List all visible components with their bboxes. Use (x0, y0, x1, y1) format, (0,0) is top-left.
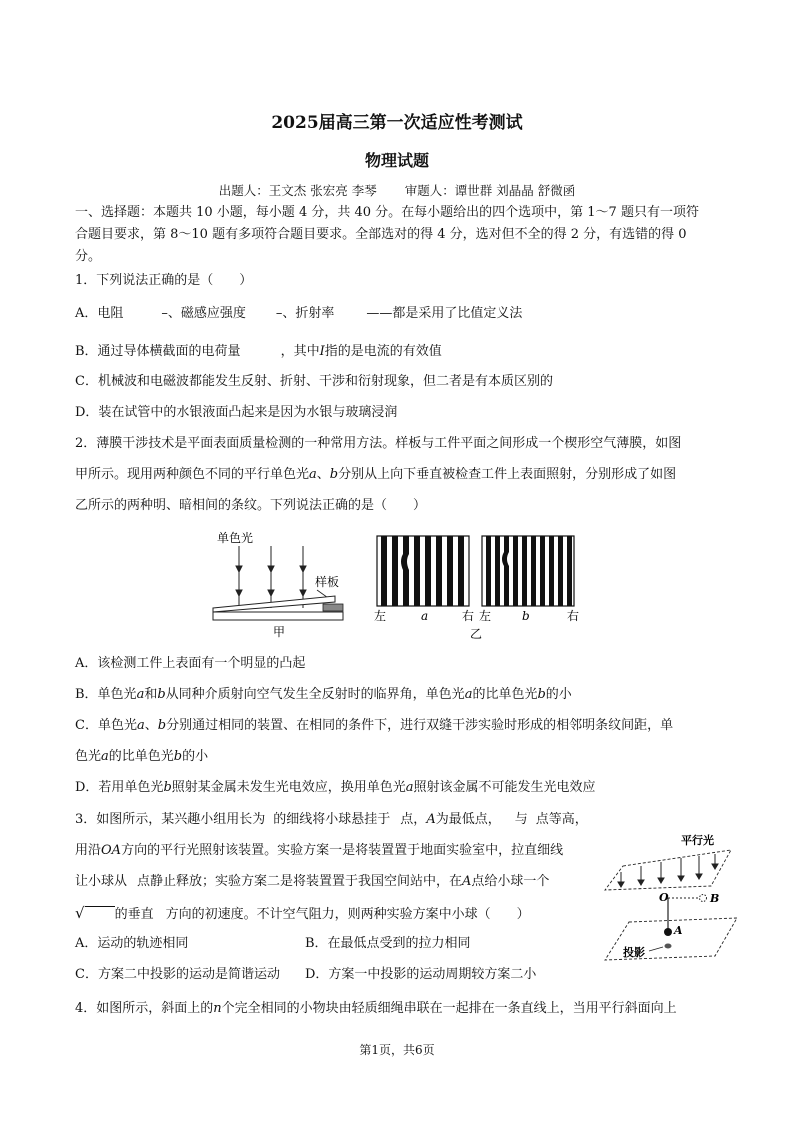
q2-d-v2: a (405, 780, 414, 795)
subject-title: 物理试题 (364, 151, 429, 170)
q3-option-a: A．运动的轨迹相同 (75, 936, 189, 951)
section-intro-line-1: 一、选择题：本题共 10 小题，每小题 4 分，共 40 分。在每小题给出的四个选项中，第 1～7 题只有一项符 (75, 205, 699, 220)
q2-option-b (75, 686, 572, 704)
q2-line-1: 2．薄膜干涉技术是平面表面质量检测的一种常用方法。样板与工件平面之间形成一个楔形空气薄膜，如图 (75, 436, 682, 451)
q2-line-3: 乙所示的两种明、暗相间的条纹。下列说法正确的是（ ） (75, 498, 427, 513)
q1-b-part1: B．通过导体横截面的电荷量 (75, 344, 241, 359)
q2-l2-p1: 甲所示。现用两种颜色不同的平行单色光 (75, 467, 310, 482)
q3-l2-v1: OA (101, 843, 122, 858)
q3-l1-p5: 与 (514, 812, 528, 827)
sample-plate (213, 596, 335, 612)
q3-l1-p3: 点， (400, 812, 427, 827)
q2-d-p3: 照射该金属不可能发生光电效应 (413, 780, 596, 795)
q1-option-a (75, 305, 522, 323)
q2-b-v4: b (537, 687, 546, 702)
q1-a-part1: A．电阻 (75, 306, 124, 321)
q3-l3-v1: A (462, 874, 472, 889)
q1-stem: 1．下列说法正确的是（ ） (75, 273, 253, 288)
q2-c2-p3: 的小 (182, 749, 209, 764)
q3-line-2 (75, 842, 563, 860)
q1-b-part3: 指的是电流的有效值 (324, 344, 442, 359)
ball-at-a (664, 928, 672, 936)
section-intro-line-2: 合题目要求，第 8～10 题有多项符合题目要求。全部选对的得 4 分，选对但不全的得 2 分，有选错的得 0 (75, 227, 687, 242)
q4-line-1 (75, 1000, 677, 1018)
q2-b-v3: a (464, 687, 473, 702)
shadow-label: 投影 (623, 946, 645, 959)
q2-d-v1: b (163, 780, 172, 795)
q2-c-v2: b (157, 718, 167, 733)
section-intro-line-3: 分。 (75, 249, 102, 264)
q2-option-d (75, 779, 596, 797)
q2-c-p3: 分别通过相同的装置、在相同的条件下，进行双缝干涉实验时形成的相邻明条纹间距，单 (166, 718, 674, 733)
q2-b-p2: 和 (144, 687, 158, 702)
q2-option-c-line-1 (75, 717, 673, 735)
q1-b-part2: ，其中 (280, 344, 320, 359)
q1-a-part3: –、折射率 (275, 306, 335, 321)
q3-figure (603, 828, 743, 968)
q2-c2-p2: 的比单色光 (108, 749, 174, 764)
q2-b-p1: B．单色光 (75, 687, 137, 702)
q2-d-p2: 照射某金属未发生光电效应，换用单色光 (171, 780, 406, 795)
q3-line-3 (75, 873, 549, 891)
fig-label-a: a (421, 609, 429, 623)
q2-option-c-line-2 (75, 748, 208, 766)
light-plane (605, 850, 731, 890)
q1-option-d: D．装在试管中的水银液面凸起来是因为水银与玻璃浸润 (75, 405, 398, 420)
q2-c-v1: a (136, 718, 145, 733)
q2-figure-jia (205, 528, 355, 640)
q3-l1-p4: 为最低点， (435, 812, 501, 827)
fig-jia-caption: 甲 (273, 625, 286, 639)
q2-l2-a: a (309, 467, 317, 482)
q3-l1-p2: 的细线将小球悬挂于 (273, 812, 391, 827)
q2-line-2 (75, 466, 676, 484)
q1-b-var: I (319, 344, 325, 359)
q2-c2-p1: 色光 (75, 749, 102, 764)
light-label: 单色光 (217, 531, 254, 545)
q1-a-part2: –、磁感应强度 (161, 306, 246, 321)
fig-left-a: 左 (374, 609, 387, 623)
point-a-label: A (674, 924, 683, 937)
fringe-panel-a (377, 536, 469, 606)
q2-b-p4: 的比单色光 (472, 687, 538, 702)
ball-at-b (700, 895, 707, 902)
q3-l1-v1: A (426, 812, 436, 827)
q3-l3-p1: 让小球从 (75, 874, 128, 889)
q3-option-c: C．方案二中投影的运动是简谐运动 (75, 967, 280, 982)
q3-l4-p2: 的垂直 (114, 907, 154, 922)
q1-option-b (75, 343, 442, 361)
q2-b-p3: 从同种介质射向空气发生全反射时的临界角，单色光 (165, 687, 465, 702)
q2-b-p5: 的小 (545, 687, 572, 702)
q3-l3-p2: 点静止释放；实验方案二是将装置置于我国空间站中，在 (137, 874, 463, 889)
point-o-label: O (659, 891, 669, 904)
shadow-pointer (649, 947, 663, 951)
fig-right-a: 右 (462, 609, 475, 623)
q2-l2-b: b (329, 467, 339, 482)
q2-b-v1: a (136, 687, 145, 702)
authors-label: 出题人：王文杰 张宏亮 李琴 (218, 183, 377, 198)
q2-figure-yi (372, 530, 587, 642)
q2-b-v2: b (157, 687, 166, 702)
q2-option-a: A．该检测工件上表面有一个明显的凸起 (75, 656, 306, 671)
point-b-label: B (710, 892, 720, 905)
q2-c-p2: 、 (144, 718, 158, 733)
q2-c2-v2: b (173, 749, 183, 764)
q4-l1-p2: 个完全相同的小物块由轻质细绳串联在一起排在一条直线上，当用平行斜面向上 (221, 1001, 677, 1016)
q3-l4-p3: 方向的初速度。不计空气阻力，则两种实验方案中小球（ ） (165, 907, 530, 922)
fringe-panel-b (482, 536, 574, 606)
q1-a-part4: ——都是采用了比值定义法 (366, 306, 523, 321)
parallel-light-label: 平行光 (681, 834, 714, 847)
page-number: 第1页，共6页 (359, 1043, 435, 1057)
q2-c2-v1: a (101, 749, 109, 764)
fig-label-b: b (522, 609, 530, 623)
q3-l2-p2: 方向的平行光照射该装置。实验方案一是将装置置于地面实验室中，拉直细线 (121, 843, 564, 858)
q3-line-1 (75, 811, 588, 829)
q3-l1-p1: 3．如图所示，某兴趣小组用长为 (75, 812, 266, 827)
fig-right-b: 右 (567, 609, 580, 623)
shadow (665, 944, 672, 949)
plate-label: 样板 (315, 575, 340, 589)
q3-option-d: D．方案一中投影的运动周期较方案二小 (305, 967, 537, 982)
workpiece (213, 612, 343, 620)
exam-title: 2025届高三第一次适应性考测试 (271, 113, 523, 133)
spacer-block (323, 604, 343, 611)
q3-l1-p6: 点等高， (535, 812, 588, 827)
fig-yi-caption: 乙 (470, 627, 483, 641)
q3-line-4 (75, 904, 530, 924)
q3-option-b: B．在最低点受到的拉力相同 (305, 936, 471, 951)
reviewers-label: 审题人：谭世群 刘晶晶 舒微函 (404, 183, 576, 198)
q4-l1-p1: 4．如图所示，斜面上的 (75, 1001, 214, 1016)
fig-left-b: 左 (479, 609, 492, 623)
q2-l2-p3: 分别从上向下垂直被检查工件上表面照射，分别形成了如图 (338, 467, 677, 482)
q3-l2-p1: 用沿 (75, 843, 102, 858)
q2-l2-p2: 、 (316, 467, 330, 482)
q3-l3-p3: 点给小球一个 (471, 874, 550, 889)
q1-option-c: C．机械波和电磁波都能发生反射、折射、干涉和衍射现象，但二者是有本质区别的 (75, 374, 553, 389)
light-arrows (236, 546, 306, 608)
sqrt-sign: √ (75, 904, 85, 922)
authors-line (0, 181, 794, 199)
q2-c-p1: C．单色光 (75, 718, 137, 733)
q4-l1-v1: n (213, 1001, 222, 1016)
q2-d-p1: D．若用单色光 (75, 780, 164, 795)
